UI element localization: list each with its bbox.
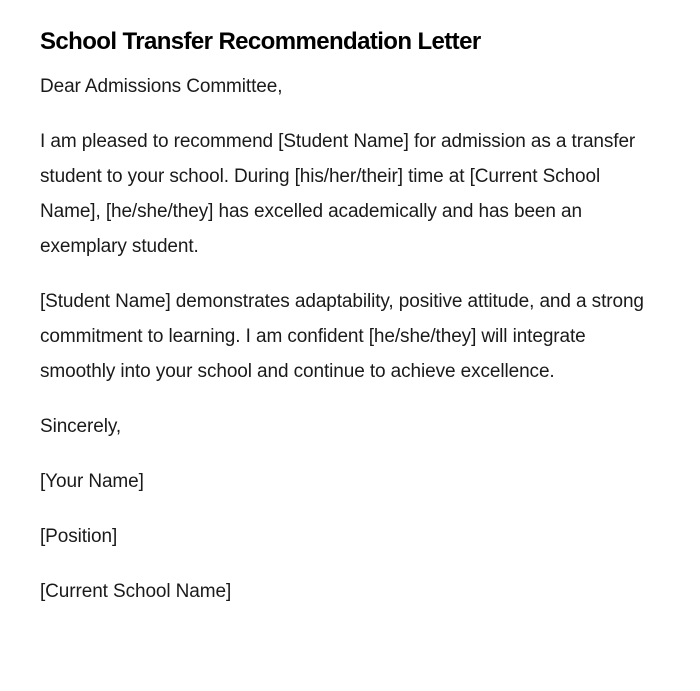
body-paragraph-2: [Student Name] demonstrates adaptability, positive attitude, and a strong commitment to learning. I am confident [he/she/they] will integrate smoothly into your school and continue to achieve excellence. <box>40 291 644 382</box>
letter-document <box>40 27 650 609</box>
signature-position: [Position] <box>40 526 118 547</box>
signature-school: [Current School Name] <box>40 581 232 602</box>
signature-name: [Your Name] <box>40 471 144 492</box>
body-paragraph-1: I am pleased to recommend [Student Name] for admission as a transfer student to your school. During [his/her/their] time at [Current School Name], [he/she/they] has excelled academically and has been an exemplary student. <box>40 131 636 257</box>
page-title: School Transfer Recommendation Letter <box>40 28 481 55</box>
salutation: Dear Admissions Committee, <box>40 76 283 97</box>
closing: Sincerely, <box>40 416 122 437</box>
